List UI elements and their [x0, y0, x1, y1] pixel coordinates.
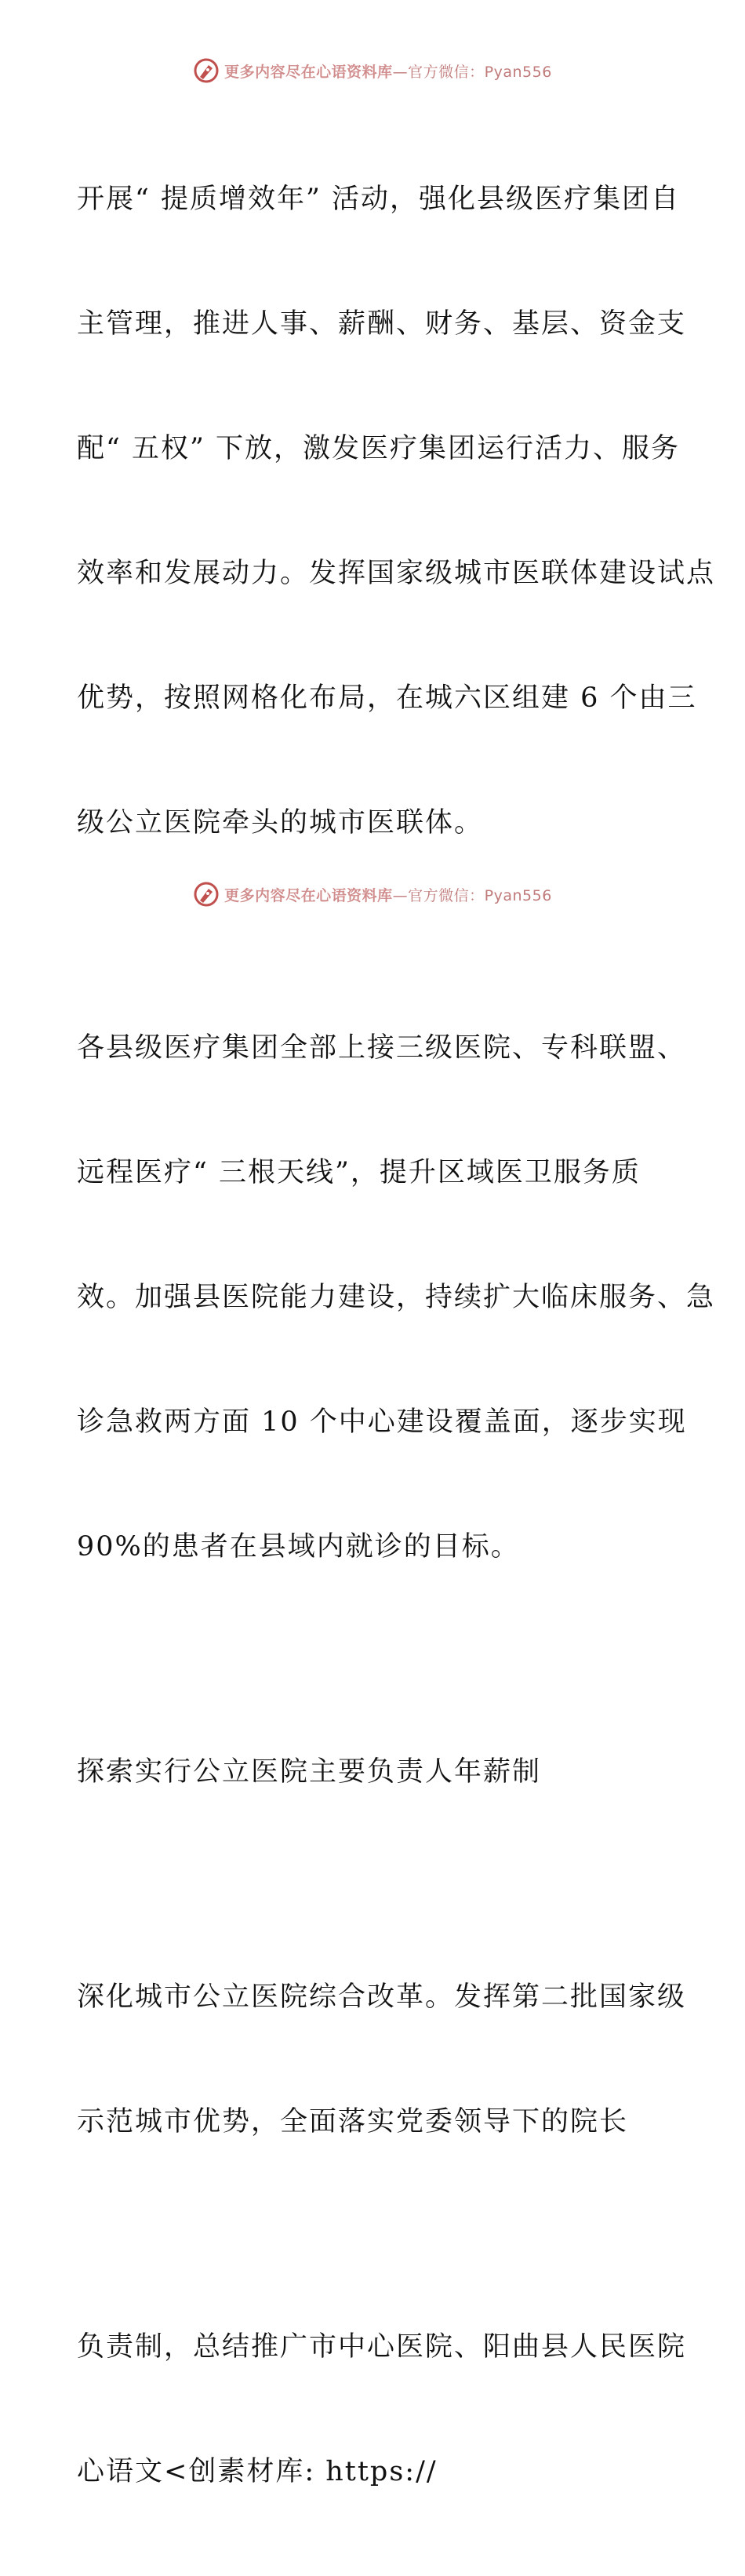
text-line: 探索实行公立医院主要负责人年薪制 [77, 1756, 542, 1788]
text-line: 90%的患者在县域内就诊的目标。 [77, 1531, 520, 1563]
banner-strong-text: 更多内容尽在心语资料库 [224, 63, 393, 81]
header-banner [0, 55, 745, 86]
text-line: 负责制，总结推广市中心医院、阳曲县人民医院 [77, 2331, 687, 2363]
section-heading [77, 1668, 673, 1876]
text-line: 优势，按照网格化布局，在城六区组建 6 个由三 [77, 682, 697, 714]
text-line: 效率和发展动力。发挥国家级城市医联体建设试点 [77, 558, 716, 589]
paragraph [77, 944, 716, 1651]
text-line: 主管理，推进人事、薪酬、财务、基层、资金支 [77, 308, 687, 340]
text-line: 诊急救两方面 10 个中心建设覆盖面，逐步实现 [77, 1406, 687, 1438]
document-body [77, 96, 716, 2576]
banner-rest-text: —官方微信：Pyan556 [392, 886, 552, 904]
text-line: 效。加强县医院能力建设，持续扩大临床服务、急 [77, 1282, 716, 1313]
banner-strong-text: 更多内容尽在心语资料库 [224, 886, 393, 904]
footer-banner [0, 879, 745, 910]
banner-text [224, 884, 552, 905]
text-line: 配“ 五权” 下放，激发医疗集团运行活力、服务 [77, 433, 681, 464]
text-line: 示范城市优势，全面落实党委领导下的院长 [77, 2106, 629, 2138]
banner-text [224, 60, 552, 82]
banner-rest-text: —官方微信：Pyan556 [392, 63, 552, 81]
text-line: 远程医疗“ 三根天线”，提升区域医卫服务质 [77, 1157, 641, 1188]
pen-nib-logo-icon [193, 57, 220, 84]
text-line: 心语文<创素材库: https:// [77, 2456, 438, 2487]
pen-nib-logo-icon [193, 881, 220, 908]
text-line: 各县级医疗集团全部上接三级医院、专科联盟、 [77, 1032, 687, 1064]
paragraph [77, 96, 716, 927]
paragraph [77, 2243, 687, 2576]
text-line: 深化城市公立医院综合改革。发挥第二批国家级 [77, 1981, 687, 2013]
text-line: 开展“ 提质增效年” 活动，强化县级医疗集团自 [77, 184, 681, 215]
paragraph [77, 1894, 687, 2226]
text-line: 级公立医院牵头的城市医联体。 [77, 807, 484, 839]
